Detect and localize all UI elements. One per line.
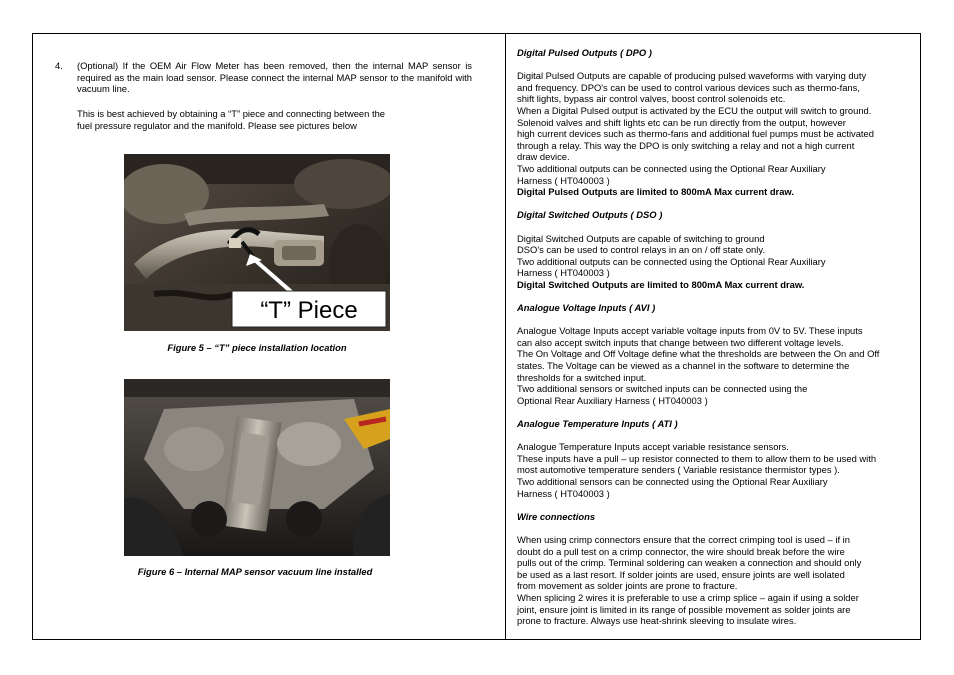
column-divider (505, 33, 506, 640)
dso-current-limit: Digital Switched Outputs are limited to 800mA Max current draw. (517, 278, 805, 290)
dso-line: Digital Switched Outputs are capable of switching to ground (517, 232, 765, 244)
figure-5-photo (124, 154, 390, 331)
avi-line: can also accept switch inputs that change between two different voltage levels. (517, 336, 844, 348)
avi-line: The On Voltage and Off Voltage define what the thresholds are between the On and Off (517, 348, 880, 360)
wire-line: from movement as solder joints are prone to fracture. (517, 580, 738, 592)
ati-line: Analogue Temperature Inputs accept variable resistance sensors. (517, 441, 789, 453)
wire-line: be used as a last resort. If solder joints are used, ensure joints are well isolated (517, 568, 845, 580)
section-heading-ati: Analogue Temperature Inputs ( ATI ) (517, 418, 678, 429)
dpo-line: Solenoid valves and shift lights etc can be run directly from the output, however (517, 116, 846, 128)
dpo-line: and frequency. DPO's can be used to control various devices such as thermo-fans, (517, 81, 860, 93)
engine-intake-photo (124, 379, 390, 556)
list-item-text: (Optional) If the OEM Air Flow Meter has been removed, then the internal MAP sensor is required as the main load sensor. Please connect the internal MAP sensor to the manifold with vacuum line. (77, 60, 472, 95)
paragraph-line: fuel pressure regulator and the manifold. Please see pictures below (77, 119, 357, 131)
dpo-line: Two additional outputs can be connected using the Optional Rear Auxiliary (517, 162, 826, 174)
avi-line: Two additional sensors or switched inputs can be connected using the (517, 383, 808, 395)
dpo-line: Harness ( HT040003 ) (517, 174, 610, 186)
dso-line: Two additional outputs can be connected using the Optional Rear Auxiliary (517, 255, 826, 267)
paragraph-line: This is best achieved by obtaining a “T” piece and connecting between the (77, 108, 386, 119)
figure-6-photo (124, 379, 390, 556)
wire-line: pulls out of the crimp. Terminal soldering can weaken a connection and should only (517, 557, 862, 569)
figure-5-caption: Figure 5 – “T” piece installation location (167, 342, 347, 353)
avi-line: Analogue Voltage Inputs accept variable voltage inputs from 0V to 5V. These inputs (517, 325, 863, 337)
wire-line: When splicing 2 wires it is preferable to use a crimp splice – again if using a solder (517, 591, 859, 603)
ati-line: These inputs have a pull – up resistor connected to them to allow them to be used with (517, 452, 877, 464)
section-heading-wire: Wire connections (517, 510, 596, 522)
ati-line: most automotive temperature senders ( Variable resistance thermistor types ). (517, 464, 840, 476)
dso-line: DSO's can be used to control relays in an on / off state only. (517, 244, 765, 256)
dpo-line: Digital Pulsed Outputs are capable of producing pulsed waveforms with varying duty (517, 70, 867, 82)
right-column (517, 47, 915, 627)
dpo-line: draw device. (517, 151, 570, 163)
t-piece-label: “T” Piece (260, 297, 358, 324)
instruction-paragraph (77, 108, 457, 131)
dpo-line: shift lights, bypass air control valves, boost control solenoids etc. (517, 93, 786, 105)
dso-line: Harness ( HT040003 ) (517, 267, 610, 279)
avi-line: Optional Rear Auxiliary Harness ( HT040003 ) (517, 394, 708, 406)
ati-line: Harness ( HT040003 ) (517, 487, 610, 499)
ati-line: Two additional sensors can be connected using the Optional Rear Auxiliary (517, 475, 828, 487)
section-heading-dpo: Digital Pulsed Outputs ( DPO ) (517, 47, 652, 58)
list-item-number: 4. (55, 60, 63, 71)
figure-6-caption: Figure 6 – Internal MAP sensor vacuum line installed (137, 566, 373, 577)
dpo-line: When a Digital Pulsed output is activated by the ECU the output will switch to ground. (517, 104, 872, 116)
section-heading-dso: Digital Switched Outputs ( DSO ) (517, 209, 663, 221)
wire-line: joint, ensure joint is limited in its range of possible movement as solder joints are (517, 603, 851, 615)
wire-line: doubt do a pull test on a crimp connector, the wire should break before the wire (517, 545, 845, 557)
dpo-current-limit: Digital Pulsed Outputs are limited to 800mA Max current draw. (517, 186, 794, 198)
engine-bay-photo (124, 154, 390, 331)
wire-line: prone to fracture. Always use heat-shrink sleeving to insulate wires. (517, 615, 797, 627)
dpo-line: through a relay. This way the DPO is only switching a relay and not a high current (517, 139, 855, 151)
dpo-line: high current devices such as thermo-fans and additional fuel pumps must be activated (517, 128, 874, 140)
avi-line: thresholds for a switched input. (517, 371, 647, 383)
section-heading-avi: Analogue Voltage Inputs ( AVI ) (517, 302, 656, 314)
wire-line: When using crimp connectors ensure that the correct crimping tool is used – if in (517, 533, 850, 545)
avi-line: states. The Voltage can be viewed as a channel in the software to determine the (517, 360, 850, 372)
